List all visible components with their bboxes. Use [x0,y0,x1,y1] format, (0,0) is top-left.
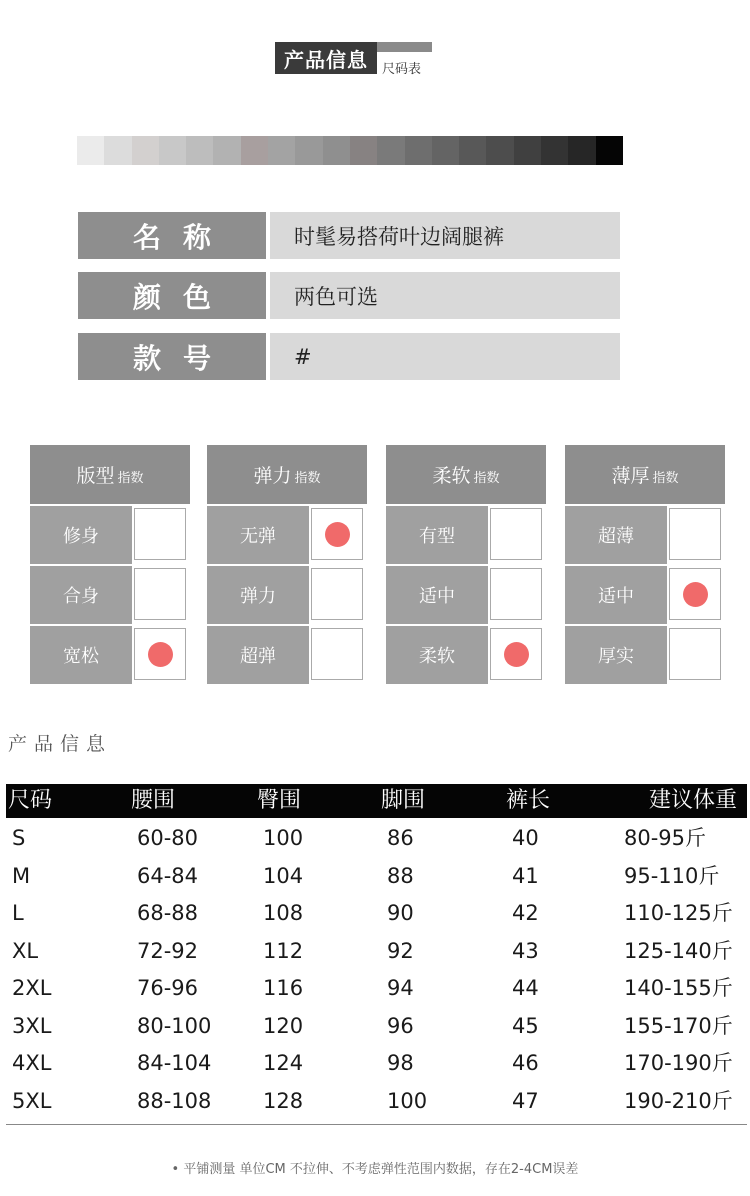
selected-dot-icon [683,582,708,607]
table-cell: 86 [387,826,414,850]
index-option-label: 无弹 [207,506,309,564]
table-header-cell: 脚围 [381,788,426,813]
page-subtitle: 尺码表 [382,62,422,77]
measurement-note: • 平铺测量 单位CM 不拉伸、不考虑弹性范围内数据，存在2-4CM误差 [171,1162,579,1177]
index-option-row [207,626,367,684]
gradient-swatch [377,136,404,165]
table-cell: 98 [387,1051,414,1075]
gradient-swatch [323,136,350,165]
index-option-label: 修身 [30,506,132,564]
page-title: 产品信息 [275,42,377,74]
table-cell: 110-125斤 [624,901,733,925]
index-option-label: 弹力 [207,566,309,624]
index-option-row [386,566,546,624]
table-cell: 190-210斤 [624,1088,733,1113]
index-panel-title [565,445,725,504]
index-option-box [311,628,363,680]
table-row [0,970,750,1007]
table-header-cell: 建议体重 [648,788,737,813]
gradient-swatch [541,136,568,165]
table-cell: 40 [512,826,539,850]
index-option-label: 适中 [565,566,667,624]
gradient-swatch [596,136,623,165]
gray-gradient-strip [77,136,623,165]
table-cell: 45 [512,1013,539,1038]
selected-dot-icon [325,522,350,547]
index-panel-title [30,445,190,504]
index-option-row [30,626,190,684]
table-cell: 5XL [12,1088,52,1113]
index-option-box [134,628,186,680]
table-cell: 43 [512,938,539,963]
table-cell: 80-100 [137,1013,212,1038]
index-suffix: 指数 [473,471,500,486]
table-cell: 104 [263,863,304,888]
title-accent-bar [377,42,432,52]
style-number-label: 款号 [78,333,266,380]
gradient-swatch [459,136,486,165]
index-title: 弹力 [253,465,292,487]
index-option-label: 超弹 [207,626,309,684]
table-cell: 92 [387,938,414,963]
table-cell: 100 [387,1088,428,1113]
table-header-cell: 臀围 [257,788,302,813]
name-value: 时髦易搭荷叶边阔腿裤 [270,212,620,259]
table-cell: XL [12,938,39,963]
table-row [0,1083,750,1120]
table-cell: 112 [263,938,304,963]
style-number-value: # [270,333,620,380]
table-cell: 128 [263,1088,304,1113]
table-header-cell: 尺码 [8,788,53,813]
table-cell: 60-80 [137,826,199,850]
gradient-swatch [350,136,377,165]
table-cell: 72-92 [137,938,199,963]
index-option-row [565,626,725,684]
table-cell: 47 [512,1088,539,1113]
index-option-label: 有型 [386,506,488,564]
product-info-heading: 产品信息 [8,733,113,755]
index-option-row [30,566,190,624]
index-panel [207,445,367,684]
table-row [0,858,750,895]
index-option-row [30,506,190,564]
gradient-swatch [432,136,459,165]
table-cell: 64-84 [137,863,199,888]
index-option-box [311,508,363,560]
index-option-label: 超薄 [565,506,667,564]
gradient-swatch [268,136,295,165]
table-cell: 90 [387,901,414,925]
table-cell: 46 [512,1051,539,1075]
table-cell: 88 [387,863,414,888]
index-option-label: 宽松 [30,626,132,684]
table-cell: 100 [263,826,304,850]
size-table-body [0,820,750,1120]
table-cell: M [12,863,31,888]
table-cell: 94 [387,976,414,1000]
gradient-swatch [295,136,322,165]
gradient-swatch [77,136,104,165]
table-cell: 170-190斤 [624,1051,733,1075]
color-label: 颜色 [78,272,266,319]
table-cell: 120 [263,1013,304,1038]
index-option-box [134,568,186,620]
table-cell: 96 [387,1013,414,1038]
index-option-label: 适中 [386,566,488,624]
table-cell: 108 [263,901,304,925]
table-cell: L [12,901,24,925]
table-cell: 155-170斤 [624,1013,733,1038]
table-cell: 80-95斤 [624,826,707,850]
index-panel [565,445,725,684]
table-row [0,820,750,857]
table-cell: 140-155斤 [624,976,733,1000]
table-row [0,933,750,970]
index-option-box [490,628,542,680]
index-title: 柔软 [432,465,471,487]
gradient-swatch [186,136,213,165]
gradient-swatch [159,136,186,165]
table-header-cell: 裤长 [506,788,551,813]
index-title: 版型 [76,465,115,487]
index-suffix: 指数 [652,471,679,486]
table-cell: 124 [263,1051,304,1075]
index-option-label: 合身 [30,566,132,624]
gradient-swatch [132,136,159,165]
selected-dot-icon [148,642,173,667]
table-cell: 125-140斤 [624,938,733,963]
table-cell: 68-88 [137,901,199,925]
index-option-box [669,508,721,560]
table-row [0,1008,750,1045]
index-option-box [669,628,721,680]
table-cell: 44 [512,976,539,1000]
size-table-header [6,784,747,818]
index-option-row [565,506,725,564]
table-cell: 3XL [12,1013,52,1038]
index-option-box [311,568,363,620]
index-option-box [669,568,721,620]
gradient-swatch [241,136,268,165]
index-panel [386,445,546,684]
index-option-row [386,626,546,684]
gradient-swatch [405,136,432,165]
table-cell: 88-108 [137,1088,212,1113]
name-label: 名称 [78,212,266,259]
table-divider [6,1124,747,1125]
gradient-swatch [213,136,240,165]
table-cell: 76-96 [137,976,199,1000]
index-option-row [386,506,546,564]
index-option-label: 厚实 [565,626,667,684]
table-cell: 116 [263,976,304,1000]
color-value: 两色可选 [270,272,620,319]
index-option-box [134,508,186,560]
table-header-cell: 腰围 [131,788,176,813]
gradient-swatch [568,136,595,165]
index-panel-title [386,445,546,504]
index-suffix: 指数 [117,471,144,486]
index-option-label: 柔软 [386,626,488,684]
table-row [0,1045,750,1082]
table-cell: 4XL [12,1051,52,1075]
table-row [0,895,750,932]
table-cell: 95-110斤 [624,863,720,888]
index-option-box [490,568,542,620]
index-option-row [565,566,725,624]
table-cell: 84-104 [137,1051,212,1075]
table-cell: 2XL [12,976,52,1000]
table-cell: 42 [512,901,539,925]
gradient-swatch [514,136,541,165]
gradient-swatch [486,136,513,165]
index-option-box [490,508,542,560]
index-option-row [207,566,367,624]
index-panel [30,445,190,684]
index-title: 薄厚 [611,465,650,487]
table-cell: 41 [512,863,539,888]
table-cell: S [12,826,26,850]
index-option-row [207,506,367,564]
index-suffix: 指数 [294,471,321,486]
index-panel-title [207,445,367,504]
selected-dot-icon [504,642,529,667]
gradient-swatch [104,136,131,165]
